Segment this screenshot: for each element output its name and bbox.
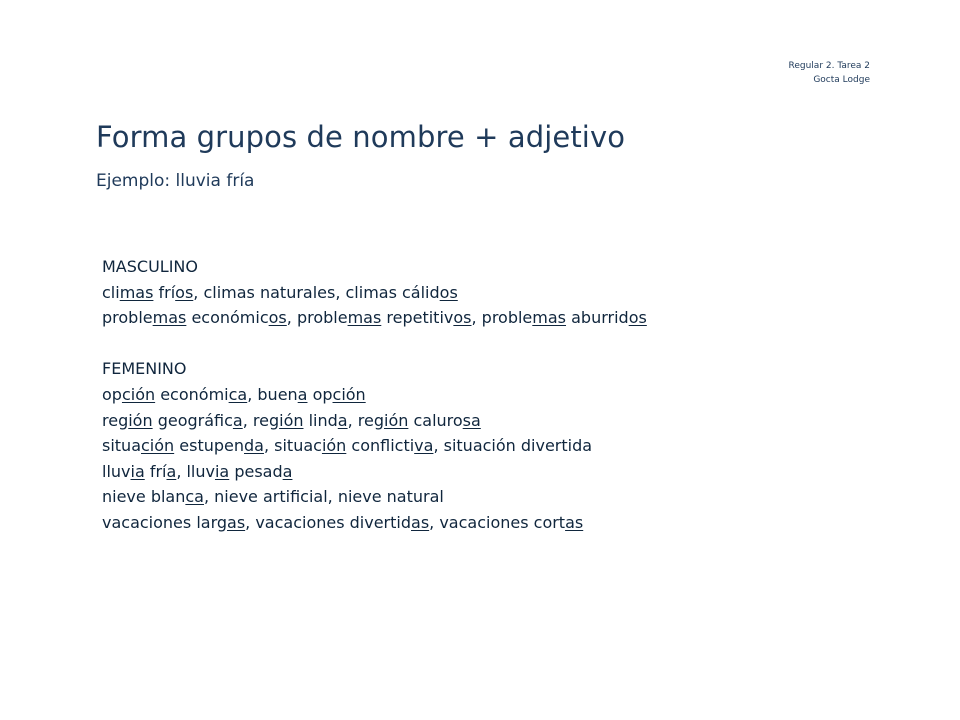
phrase-text: cli bbox=[102, 282, 120, 302]
section-heading: MASCULINO bbox=[102, 257, 198, 276]
phrase-line bbox=[102, 510, 647, 536]
phrase-text: pesad bbox=[229, 461, 283, 481]
phrase-text: estupen bbox=[174, 436, 244, 456]
phrase-text: , situac bbox=[263, 436, 322, 456]
phrase-text: op bbox=[102, 384, 122, 404]
underlined-ending: a bbox=[337, 410, 348, 430]
underlined-ending: os bbox=[453, 308, 472, 328]
underlined-ending: da bbox=[244, 436, 264, 456]
phrase-text: lluv bbox=[102, 461, 131, 481]
underlined-ending: as bbox=[227, 512, 246, 532]
phrase-text: frí bbox=[144, 461, 167, 481]
header-note bbox=[789, 59, 871, 87]
underlined-ending: ca bbox=[185, 487, 204, 507]
phrase-text: , vacaciones cort bbox=[429, 512, 566, 532]
phrase-text: , situación divertida bbox=[433, 436, 593, 456]
underlined-ending: ca bbox=[228, 384, 248, 404]
header-note-line-2: Gocta Lodge bbox=[813, 75, 870, 85]
section-spacer bbox=[102, 331, 647, 357]
phrase-line bbox=[102, 484, 647, 510]
phrase-text: , buen bbox=[247, 384, 298, 404]
header-note-line-1: Regular 2. Tarea 2 bbox=[788, 61, 870, 71]
section-heading: FEMENINO bbox=[102, 359, 187, 379]
phrase-text: económi bbox=[155, 384, 229, 404]
underlined-ending: os bbox=[439, 282, 458, 302]
underlined-ending: sa bbox=[462, 410, 481, 430]
phrase-text: op bbox=[307, 384, 333, 404]
phrase-text: situa bbox=[102, 436, 141, 456]
underlined-ending: ción bbox=[332, 384, 366, 404]
phrase-line bbox=[102, 305, 647, 331]
example-subtitle: Ejemplo: lluvia fría bbox=[96, 171, 255, 191]
phrase-text: , lluv bbox=[176, 461, 215, 481]
underlined-ending: os bbox=[175, 282, 194, 302]
underlined-ending: a bbox=[282, 461, 293, 481]
phrase-line bbox=[102, 408, 647, 434]
phrase-text: proble bbox=[102, 308, 153, 328]
phrase-text: , nieve artificial, nieve natural bbox=[203, 487, 444, 507]
phrase-text: aburrid bbox=[566, 308, 629, 328]
phrase-list bbox=[102, 254, 647, 536]
underlined-ending: a bbox=[166, 461, 177, 481]
underlined-ending: ia bbox=[130, 461, 145, 481]
phrase-text: nieve blan bbox=[102, 487, 186, 507]
phrase-text: , proble bbox=[286, 308, 348, 328]
underlined-ending: mas bbox=[152, 308, 187, 328]
phrase-text: caluro bbox=[408, 410, 463, 430]
underlined-ending: as bbox=[411, 512, 430, 532]
underlined-ending: mas bbox=[119, 282, 154, 302]
phrase-text: vacaciones larg bbox=[102, 512, 228, 532]
underlined-ending: ción bbox=[141, 436, 175, 456]
underlined-ending: os bbox=[268, 308, 287, 328]
phrase-text: , reg bbox=[242, 410, 280, 430]
underlined-ending: ión bbox=[279, 410, 304, 430]
underlined-ending: as bbox=[565, 512, 584, 532]
phrase-text: frí bbox=[153, 282, 176, 302]
phrase-line bbox=[102, 382, 647, 408]
phrase-text: reg bbox=[102, 410, 129, 430]
underlined-ending: ia bbox=[214, 461, 230, 481]
phrase-text: geográfic bbox=[152, 410, 233, 430]
underlined-ending: ión bbox=[128, 410, 153, 430]
phrase-line bbox=[102, 459, 647, 485]
phrase-line bbox=[102, 433, 647, 459]
underlined-ending: os bbox=[628, 308, 647, 328]
phrase-text: , vacaciones divertid bbox=[245, 512, 412, 532]
phrase-text: económic bbox=[186, 308, 269, 328]
underlined-ending: a bbox=[232, 410, 243, 430]
underlined-ending: mas bbox=[347, 308, 382, 328]
underlined-ending: a bbox=[297, 384, 308, 404]
phrase-line bbox=[102, 280, 647, 306]
page-title: Forma grupos de nombre + adjetivo bbox=[96, 120, 626, 154]
phrase-text: , climas naturales, climas cálid bbox=[193, 282, 440, 302]
underlined-ending: va bbox=[414, 436, 434, 456]
underlined-ending: ión bbox=[321, 436, 347, 456]
underlined-ending: ción bbox=[121, 384, 156, 404]
underlined-ending: mas bbox=[532, 308, 567, 328]
underlined-ending: ión bbox=[384, 410, 409, 430]
phrase-text: repetitiv bbox=[381, 308, 454, 328]
phrase-text: , reg bbox=[347, 410, 384, 430]
phrase-text: conflicti bbox=[346, 436, 415, 456]
phrase-text: , proble bbox=[471, 308, 533, 328]
phrase-text: lind bbox=[303, 410, 338, 430]
